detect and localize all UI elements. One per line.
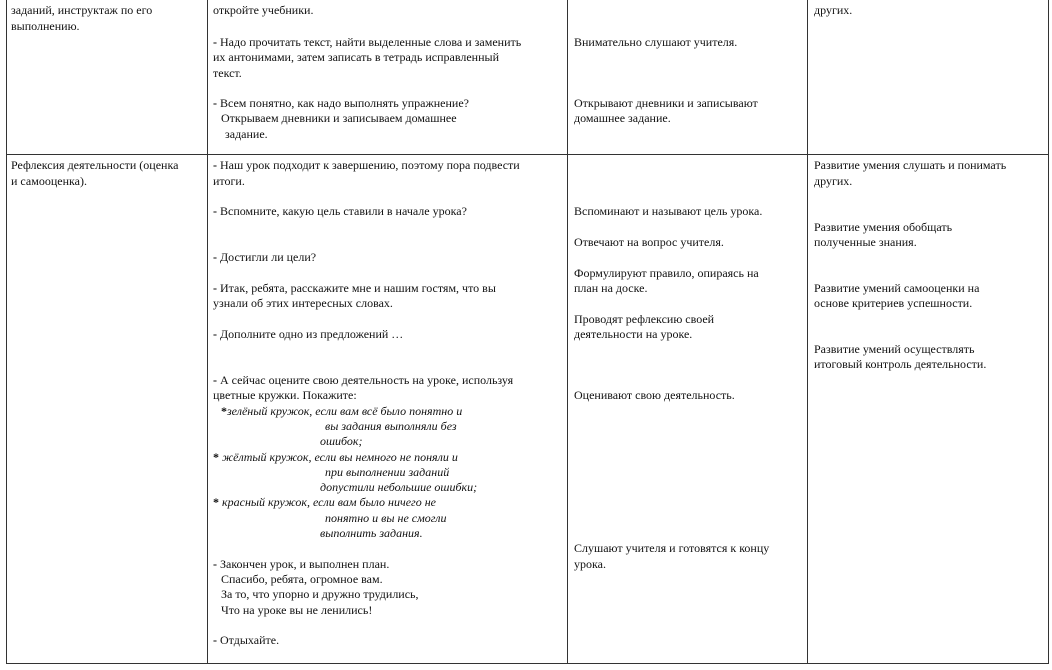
green-circle-line: ошибок; bbox=[320, 434, 363, 448]
teacher-line: - Наш урок подходит к завершению, поэтому пора подвести bbox=[213, 158, 520, 172]
uud-line: других. bbox=[814, 174, 853, 188]
student-line: домашнее задание. bbox=[574, 111, 671, 125]
cell-text-line: Рефлексия деятельности (оценка bbox=[11, 158, 179, 172]
green-circle-line: *зелёный кружок, если вам всё было понятно и bbox=[221, 404, 463, 418]
uud-line: итоговый контроль деятельности. bbox=[814, 357, 987, 371]
cell-text-line: выполнению. bbox=[11, 19, 80, 33]
table-column-divider bbox=[207, 0, 208, 664]
student-line: Открывают дневники и записывают bbox=[574, 96, 758, 110]
table-column-divider bbox=[567, 0, 568, 664]
uud-line: Развитие умений осуществлять bbox=[814, 342, 975, 356]
uud-line: Развитие умения слушать и понимать bbox=[814, 158, 1007, 172]
teacher-line: - Закончен урок, и выполнен план. bbox=[213, 557, 390, 571]
teacher-line: задание. bbox=[225, 127, 268, 141]
student-line: урока. bbox=[574, 557, 606, 571]
student-line: Оценивают свою деятельность. bbox=[574, 388, 735, 402]
student-line: Внимательно слушают учителя. bbox=[574, 35, 738, 49]
cell-text-line: и самооценка). bbox=[11, 174, 87, 188]
yellow-circle-line: допустили небольшие ошибки; bbox=[320, 480, 478, 494]
teacher-line: - Дополните одно из предложений … bbox=[213, 327, 404, 341]
teacher-line: узнали об этих интересных словах. bbox=[213, 296, 393, 310]
teacher-line: текст. bbox=[213, 66, 242, 80]
uud-line: Развитие умений самооценки на bbox=[814, 281, 980, 295]
red-circle-line: * красный кружок, если вам было ничего не bbox=[213, 495, 436, 509]
teacher-line: их антонимами, затем записать в тетрадь исправленный bbox=[213, 50, 500, 64]
student-line: Слушают учителя и готовятся к концу bbox=[574, 541, 770, 555]
uud-line: Развитие умения обобщать bbox=[814, 220, 953, 234]
student-line: Формулируют правило, опираясь на bbox=[574, 266, 759, 280]
green-circle-line: вы задания выполняли без bbox=[325, 419, 457, 433]
teacher-line: Открываем дневники и записываем домашнее bbox=[221, 111, 457, 125]
student-line: Отвечают на вопрос учителя. bbox=[574, 235, 724, 249]
yellow-circle-line: при выполнении заданий bbox=[325, 465, 450, 479]
teacher-line: откройте учебники. bbox=[213, 3, 314, 17]
red-circle-line: понятно и вы не смогли bbox=[325, 511, 447, 525]
teacher-line: - Надо прочитать текст, найти выделенные слова и заменить bbox=[213, 35, 522, 49]
teacher-line: - Всем понятно, как надо выполнять упражнение? bbox=[213, 96, 470, 110]
uud-line: других. bbox=[814, 3, 853, 17]
yellow-circle-line: * жёлтый кружок, если вы немного не поняли и bbox=[213, 450, 458, 464]
student-line: деятельности на уроке. bbox=[574, 327, 693, 341]
table-border-right bbox=[1048, 0, 1049, 664]
teacher-line: итоги. bbox=[213, 174, 245, 188]
table-border-left bbox=[6, 0, 7, 664]
uud-line: полученные знания. bbox=[814, 235, 917, 249]
uud-line: основе критериев успешности. bbox=[814, 296, 973, 310]
teacher-line: За то, что упорно и дружно трудились, bbox=[221, 587, 419, 601]
student-line: план на доске. bbox=[574, 281, 648, 295]
table-row-divider bbox=[6, 154, 1049, 155]
student-line: Проводят рефлексию своей bbox=[574, 312, 715, 326]
teacher-line: - Вспомните, какую цель ставили в начале урока? bbox=[213, 204, 467, 218]
table-column-divider bbox=[807, 0, 808, 664]
table-border-bottom bbox=[6, 663, 1049, 664]
cell-text-line: заданий, инструктаж по его bbox=[11, 3, 153, 17]
teacher-line: - Итак, ребята, расскажите мне и нашим гостям, что вы bbox=[213, 281, 496, 295]
student-line: Вспоминают и называют цель урока. bbox=[574, 204, 763, 218]
teacher-line: - А сейчас оцените свою деятельность на уроке, используя bbox=[213, 373, 514, 387]
red-circle-line: выполнить задания. bbox=[320, 526, 423, 540]
teacher-line: - Достигли ли цели? bbox=[213, 250, 317, 264]
teacher-line: цветные кружки. Покажите: bbox=[213, 388, 357, 402]
teacher-line: Спасибо, ребята, огромное вам. bbox=[221, 572, 383, 586]
teacher-line: - Отдыхайте. bbox=[213, 633, 280, 647]
teacher-line: Что на уроке вы не ленились! bbox=[221, 603, 373, 617]
